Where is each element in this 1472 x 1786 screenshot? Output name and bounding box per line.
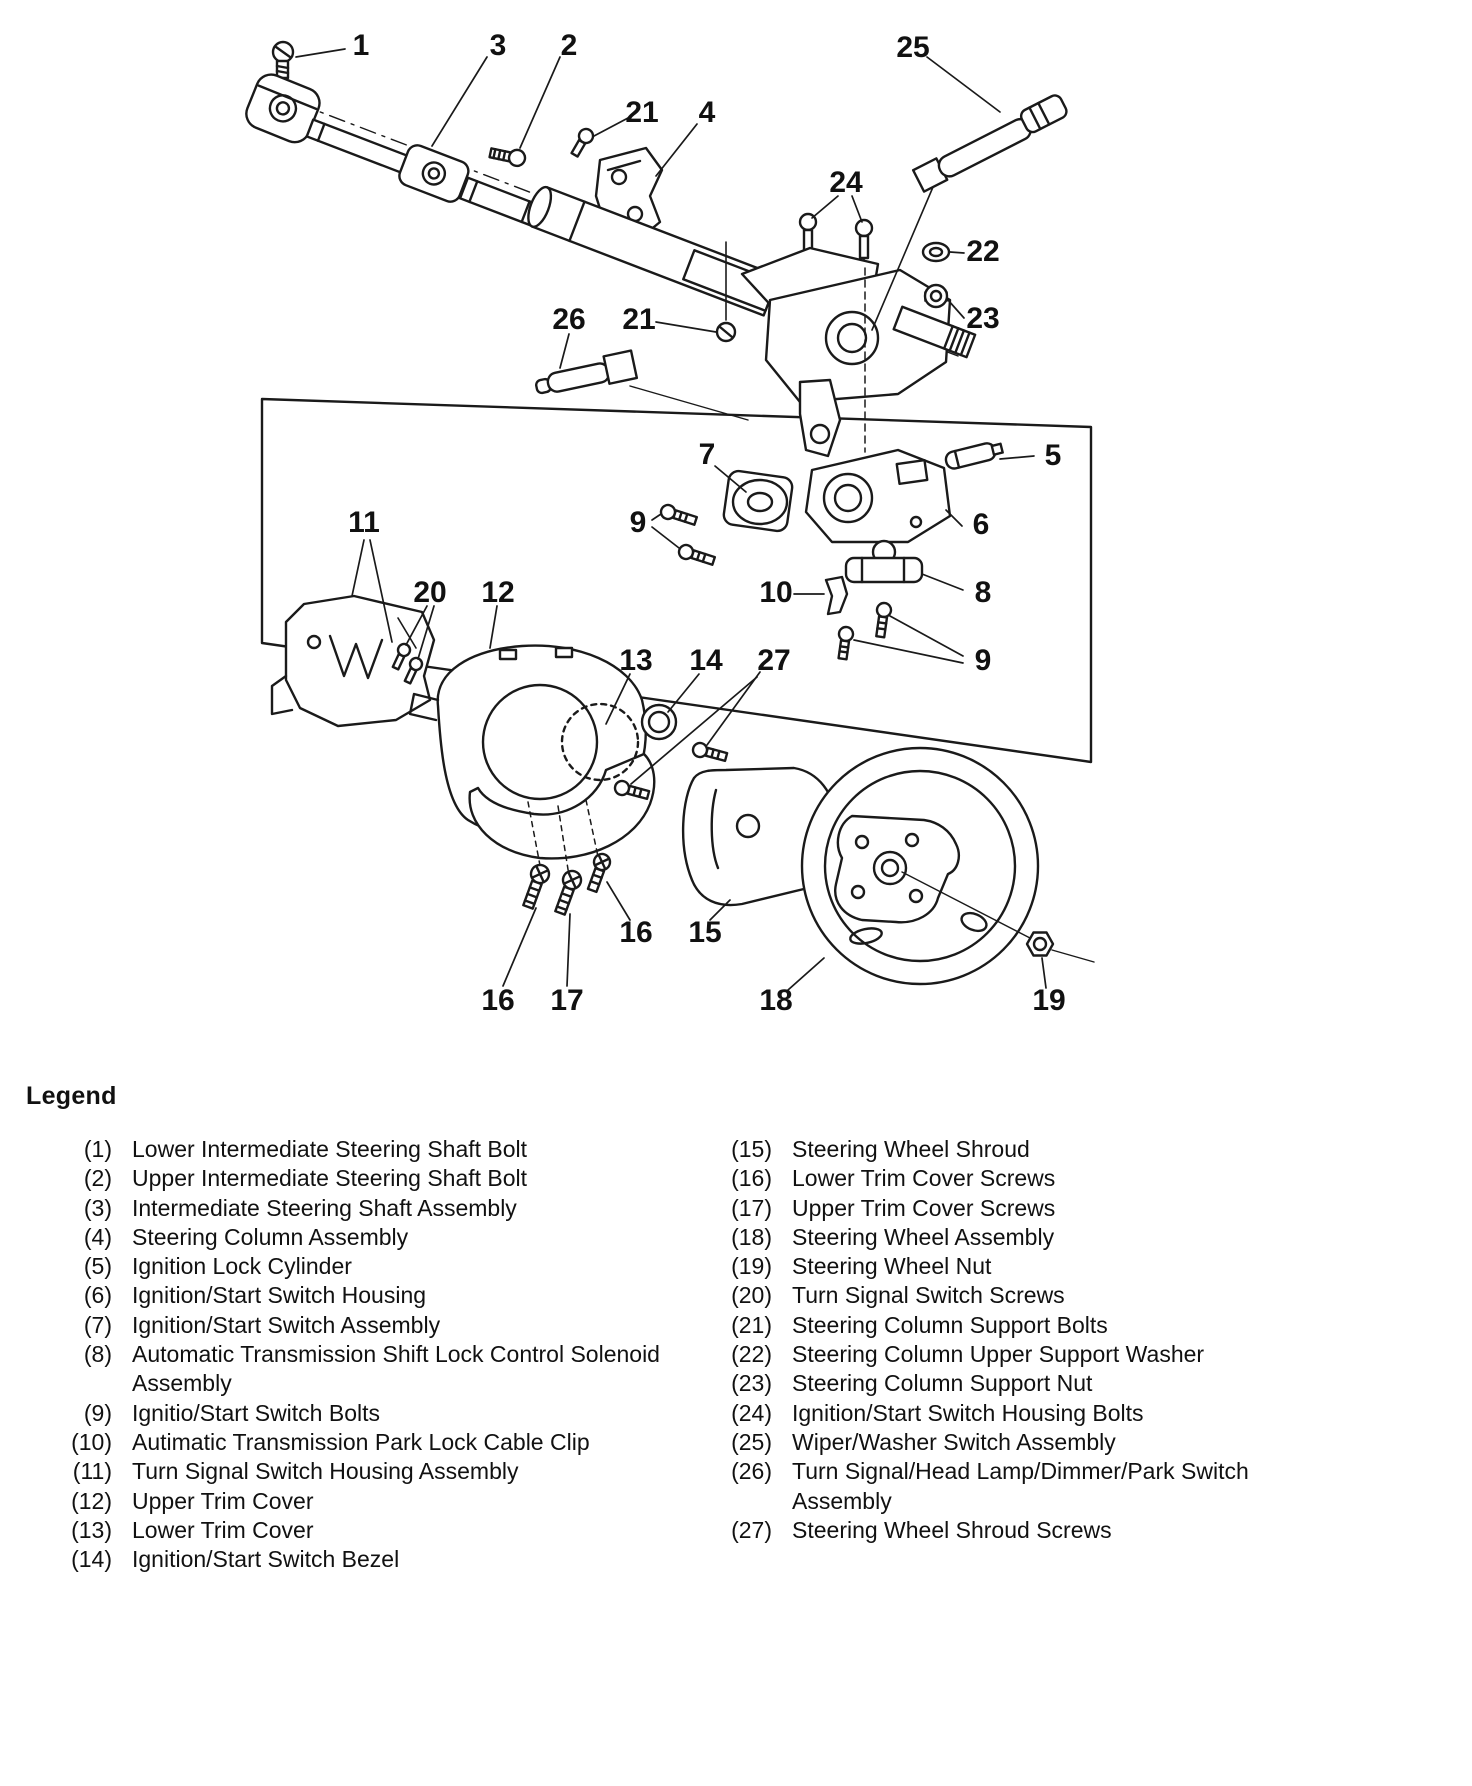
legend-item xyxy=(716,1428,1376,1457)
legend-item xyxy=(716,1457,1376,1516)
legend-item-label: Ignition/Start Switch Housing Bolts xyxy=(792,1399,1144,1426)
legend-item xyxy=(716,1252,1376,1281)
callout-4: 4 xyxy=(698,96,716,129)
callout-3: 3 xyxy=(489,29,507,62)
legend-item-number: (20) xyxy=(731,1282,772,1309)
legend-item-number: (16) xyxy=(731,1165,772,1192)
legend-item xyxy=(56,1487,704,1516)
legend-item-number: (25) xyxy=(731,1428,772,1455)
legend-item xyxy=(716,1311,1376,1340)
callout-11: 11 xyxy=(348,506,380,539)
legend-item-number: (12) xyxy=(71,1487,112,1514)
legend-item-number: (7) xyxy=(83,1311,112,1338)
legend-item-number: (10) xyxy=(71,1428,112,1455)
callout-2: 2 xyxy=(560,29,578,62)
bolt-1-drawing xyxy=(273,42,293,78)
callout-22: 22 xyxy=(966,235,1000,268)
legend-item xyxy=(716,1340,1376,1369)
legend-item-number: (15) xyxy=(731,1136,772,1162)
legend-item-label: Steering Wheel Shroud Screws xyxy=(792,1516,1112,1543)
callout-16: 16 xyxy=(619,916,653,949)
legend-item-number: (22) xyxy=(731,1341,772,1368)
legend-item xyxy=(56,1223,704,1252)
ignition-switch-housing-drawing xyxy=(806,450,950,542)
legend-item xyxy=(56,1340,704,1399)
ignition-switch-assembly-drawing xyxy=(723,470,794,532)
support-nut-drawing xyxy=(925,285,947,307)
shift-lock-solenoid-drawing xyxy=(846,541,922,582)
callout-24: 24 xyxy=(829,166,863,199)
switch-bolts-left-drawing xyxy=(659,503,716,567)
legend-item xyxy=(716,1516,1376,1545)
legend-item xyxy=(716,1135,1376,1164)
legend-item-number: (5) xyxy=(83,1253,112,1280)
callout-27: 27 xyxy=(757,644,791,677)
callout-13: 13 xyxy=(619,644,653,677)
legend-item-label: Ignition Lock Cylinder xyxy=(132,1253,352,1280)
legend-item-number: (8) xyxy=(83,1341,112,1368)
legend-item xyxy=(716,1194,1376,1223)
callout-23: 23 xyxy=(966,302,1000,335)
legend-item xyxy=(56,1135,704,1164)
callout-9: 9 xyxy=(974,644,992,677)
legend-item-label: Ignition/Start Switch Housing xyxy=(132,1282,427,1309)
callout-9: 9 xyxy=(629,506,647,539)
legend-item xyxy=(716,1164,1376,1193)
legend-item-label: Turn Signal Switch Screws xyxy=(792,1282,1065,1309)
legend-item-label: Steering Column Upper Support Washer xyxy=(792,1341,1205,1368)
legend-column-left xyxy=(56,1135,704,1574)
legend-item xyxy=(56,1545,704,1574)
callout-7: 7 xyxy=(698,438,716,471)
legend-item-label: Ignition/Start Switch Bezel xyxy=(132,1546,400,1573)
legend-item-label: Steering Wheel Shroud xyxy=(792,1136,1030,1162)
legend-item-label: Ignitio/Start Switch Bolts xyxy=(132,1399,380,1426)
legend-item xyxy=(716,1281,1376,1310)
column-housing-drawing xyxy=(742,248,975,456)
legend-item-label: Steering Column Support Nut xyxy=(792,1370,1093,1397)
callout-12: 12 xyxy=(481,576,515,609)
legend-column-right xyxy=(716,1135,1376,1545)
legend-item-label: Upper Trim Cover Screws xyxy=(792,1194,1056,1221)
steering-wheel-nut-drawing xyxy=(1027,933,1053,956)
legend-item-number: (4) xyxy=(83,1223,112,1250)
legend-item xyxy=(56,1428,704,1457)
support-bolt-21-upper-drawing xyxy=(569,126,596,158)
callout-17: 17 xyxy=(550,984,584,1017)
callout-5: 5 xyxy=(1044,439,1062,472)
legend-item xyxy=(56,1457,704,1486)
legend-item-number: (9) xyxy=(83,1399,112,1426)
legend-item-label: Turn Signal/Head Lamp/Dimmer/Park Switch Assembly xyxy=(792,1458,1249,1514)
legend-item-number: (11) xyxy=(72,1458,112,1485)
callout-15: 15 xyxy=(688,916,722,949)
legend-item-label: Upper Intermediate Steering Shaft Bolt xyxy=(132,1165,528,1192)
legend-item-number: (1) xyxy=(83,1136,112,1162)
legend-item xyxy=(56,1281,704,1310)
legend-item-number: (21) xyxy=(731,1311,772,1338)
legend-item-number: (6) xyxy=(83,1282,112,1309)
callout-21: 21 xyxy=(622,303,656,336)
legend-item-number: (23) xyxy=(731,1370,772,1397)
legend-columns xyxy=(26,1135,1456,1574)
callout-16: 16 xyxy=(481,984,515,1017)
legend-item-number: (18) xyxy=(731,1223,772,1250)
legend-item-label: Steering Column Assembly xyxy=(132,1223,409,1250)
legend-item-label: Lower Trim Cover xyxy=(132,1516,314,1543)
switch-bolts-right-drawing xyxy=(836,602,892,660)
callout-1: 1 xyxy=(352,29,370,62)
legend-item-number: (13) xyxy=(71,1516,112,1543)
legend-item-label: Steering Wheel Nut xyxy=(792,1253,992,1280)
legend-item xyxy=(56,1252,704,1281)
legend-item xyxy=(716,1223,1376,1252)
park-lock-cable-clip-drawing xyxy=(826,577,847,614)
legend-section xyxy=(26,1082,1456,1574)
support-washer-drawing xyxy=(923,243,949,261)
legend-item-number: (27) xyxy=(731,1516,772,1543)
callout-20: 20 xyxy=(413,576,447,609)
trim-cover-screws-drawing xyxy=(520,852,613,916)
legend-item-label: Intermediate Steering Shaft Assembly xyxy=(132,1194,517,1221)
legend-item xyxy=(716,1399,1376,1428)
callout-18: 18 xyxy=(759,984,793,1017)
legend-item-number: (14) xyxy=(71,1546,112,1573)
callout-8: 8 xyxy=(974,576,992,609)
legend-item-label: Steering Wheel Assembly xyxy=(792,1223,1055,1250)
legend-item-label: Lower Trim Cover Screws xyxy=(792,1165,1056,1192)
legend-item xyxy=(56,1164,704,1193)
callout-19: 19 xyxy=(1032,984,1066,1017)
legend-item xyxy=(56,1311,704,1340)
legend-item-number: (17) xyxy=(731,1194,772,1221)
legend-item-label: Autimatic Transmission Park Lock Cable Clip xyxy=(132,1428,590,1455)
legend-item-label: Steering Column Support Bolts xyxy=(792,1311,1108,1338)
legend-item-label: Turn Signal Switch Housing Assembly xyxy=(132,1458,519,1485)
legend-item-number: (3) xyxy=(83,1194,112,1221)
legend-item-label: Upper Trim Cover xyxy=(132,1487,314,1514)
legend-item-number: (26) xyxy=(731,1458,772,1485)
callout-26: 26 xyxy=(552,303,586,336)
legend-item-label: Lower Intermediate Steering Shaft Bolt xyxy=(132,1136,528,1162)
legend-item-label: Ignition/Start Switch Assembly xyxy=(132,1311,441,1338)
callout-6: 6 xyxy=(972,508,990,541)
callout-25: 25 xyxy=(896,31,930,64)
callout-21: 21 xyxy=(625,96,659,129)
ignition-lock-cylinder-drawing xyxy=(944,440,1003,470)
legend-item xyxy=(56,1194,704,1223)
legend-item xyxy=(56,1399,704,1428)
legend-item xyxy=(56,1516,704,1545)
legend-item-number: (24) xyxy=(731,1399,772,1426)
legend-item-label: Wiper/Washer Switch Assembly xyxy=(792,1428,1116,1455)
callout-14: 14 xyxy=(689,644,723,677)
legend-item-label: Automatic Transmission Shift Lock Control Solenoid Assembly xyxy=(132,1341,660,1397)
legend-item-number: (19) xyxy=(731,1253,772,1280)
legend-title: Legend xyxy=(26,1082,117,1110)
switch-bezel-drawing xyxy=(642,705,676,739)
callout-10: 10 xyxy=(759,576,793,609)
legend-item xyxy=(716,1369,1376,1398)
legend-item-number: (2) xyxy=(83,1165,112,1192)
